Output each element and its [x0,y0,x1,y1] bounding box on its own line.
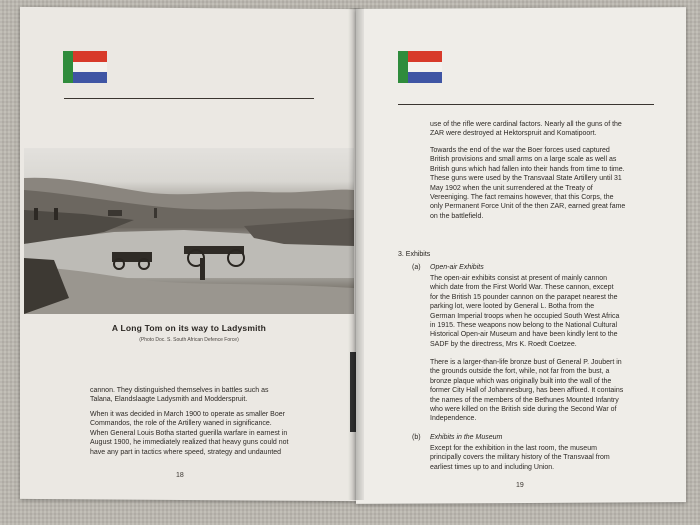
text-line: Except for the exhibition in the last room, the museum [430,445,597,452]
flag-icon-left [63,51,107,83]
right-paragraph-1 [430,120,660,139]
header-rule-left [64,98,314,99]
text-line: former City Hall of Johannesburg, has been affixed. It contains [430,387,624,395]
photo-caption-credit: (Photo Doc. S. South African Defence Force) [139,337,239,343]
text-line: Historical Open-air Museum and have been kindly lent to the [430,331,618,339]
text-line: earliest times up to and including Union. [430,463,555,471]
text-line: British provisions and small arms on a large scale as well as [430,156,617,164]
subsection-b-label: (b) [412,434,421,441]
text-line: cannon. They distinguished themselves in battles such as [90,387,269,394]
section-heading-exhibits: 3. Exhibits [398,251,431,258]
text-line: in 1915. These weapons now belong to the National Cultural [430,322,618,330]
text-line: British guns which had fallen into their hands from time to time. [430,165,625,173]
left-paragraph-1 [90,386,315,405]
right-paragraph-2 [430,146,660,221]
photo-caption-title: A Long Tom on its way to Ladysmith [111,323,267,333]
text-line: SADF by the directress, Mrs K. Roedt Coetzee. [430,340,577,348]
text-line: These guns were used by the Transvaal State Artillery until 31 [430,175,622,183]
subsection-a-paragraph-1 [430,274,660,349]
subsection-a-title: Open-air Exhibits [430,264,484,271]
page-number-right: 19 [516,482,524,489]
text-line: When General Louis Botha started guerilla warfare in earnest in [90,429,288,437]
text-line: on the battlefield. [430,212,484,220]
text-line: Commandos, the role of the Artillery waned in significance. [90,420,272,428]
flag-icon-right [398,51,442,83]
text-line: the names of the members of the Bethunes Mounted Infantry [430,396,619,404]
text-line: August 1900, he immediately realized that heavy guns could not [90,439,289,447]
subsection-a-label: (a) [412,264,421,271]
historical-photo [24,148,354,314]
text-line: only Permanent Force Unit of the then ZAR, earned great fame [430,203,626,211]
text-line: for the British 15 pounder cannon on the parapet nearest the [430,293,618,301]
text-line: When it was decided in March 1900 to operate as smaller Boer [90,411,285,418]
text-line: The open-air exhibits consist at present of mainly cannon [430,275,608,282]
text-line: Towards the end of the war the Boer forces used captured [430,147,610,154]
text-line: ZAR were destroyed at Hektorspruit and Komatipoort. [430,130,597,138]
text-line: There is a larger-than-life bronze bust of General P. Joubert in [430,359,622,366]
text-line: Independence. [430,415,477,423]
text-line: principally covers the military history of the Transvaal from [430,454,610,462]
text-line: the grounds outside the fort, while, not far from the bust, a [430,368,610,376]
left-paragraph-2 [90,410,315,457]
subsection-b-title: Exhibits in the Museum [430,434,503,441]
text-line: Talana, Elandslaagte Ladysmith and Modderspruit. [90,396,248,404]
header-rule-right [398,104,654,105]
text-line: parking lot, were looted by General L. Botha from the [430,303,595,311]
subsection-a-paragraph-2 [430,358,660,424]
text-line: use of the rifle were cardinal factors. Nearly all the guns of the [430,121,622,128]
page-number-left: 18 [176,472,184,479]
book-gutter [348,8,364,500]
text-line: who were killed on the British side during the Second War of [430,406,617,414]
text-line: Vereeniging. The fact remains however, that this Corps, the [430,194,614,202]
text-line: May 1902 when the unit surrendered at the Treaty of [430,184,593,192]
subsection-b-paragraph [430,444,660,472]
text-line: which date from the First World War. These cannon, except [430,284,614,292]
text-line: bronze plaque which was originally built into the wall of the [430,377,612,385]
text-line: German Imperial troops when he occupied South West Africa [430,312,620,320]
text-line: have any part in tactics where speed, strategy and undaunted [90,448,282,456]
